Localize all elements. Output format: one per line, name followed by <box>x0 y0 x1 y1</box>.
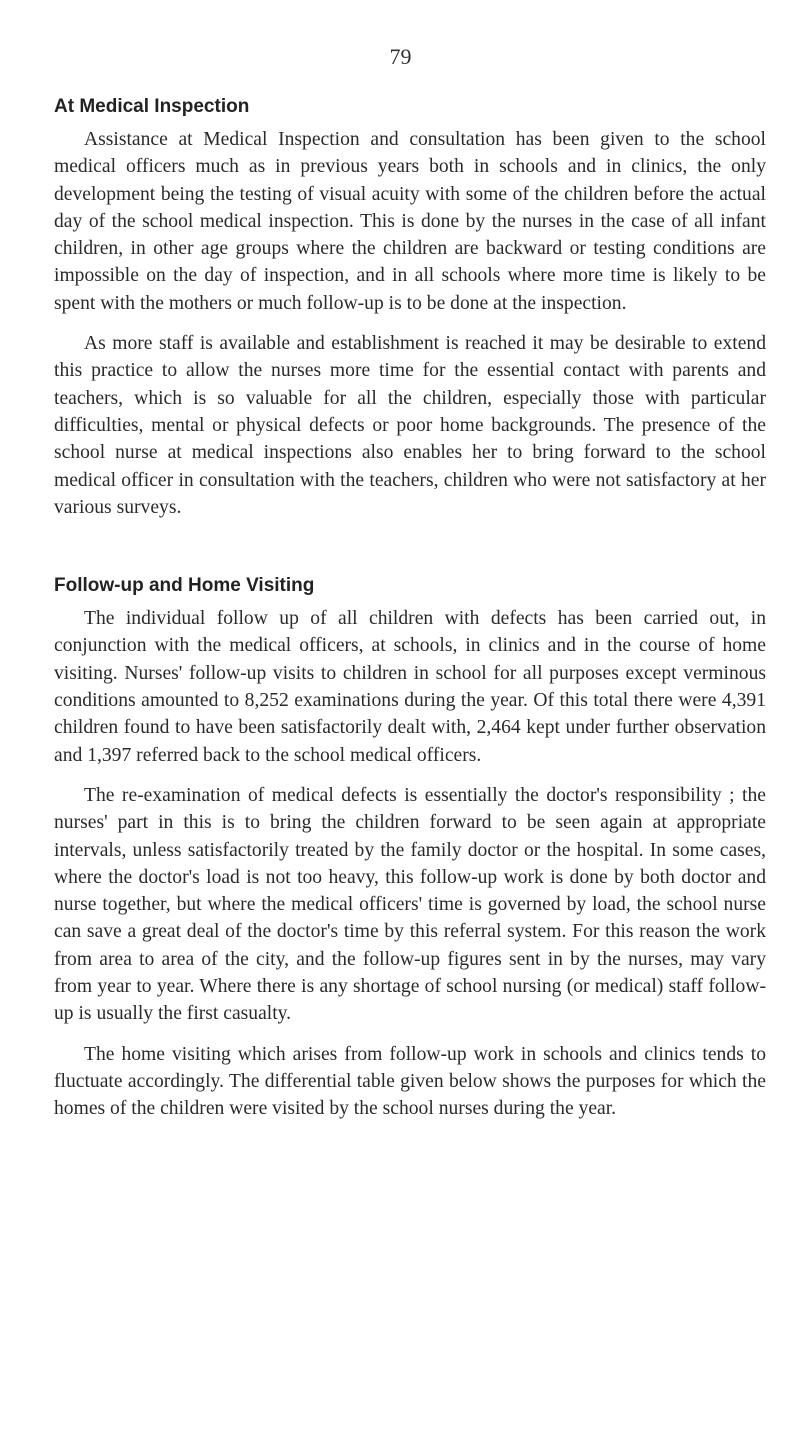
section-medical-inspection <box>54 94 766 521</box>
section-follow-up <box>54 573 766 1122</box>
section-heading: Follow-up and Home Visiting <box>54 575 315 597</box>
paragraph: The home visiting which arises from follow-up work in schools and clinics tends to fluctuate accordingly. The differential table given below shows the purposes for which the homes of the children were visited by the school nurses during the year. <box>54 1043 766 1120</box>
paragraph: The individual follow up of all children with defects has been carried out, in conjunction with the medical officers, at schools, in clinics and in the course of home visiting. Nurses' follow-up visits to children in school for all purposes except verminous conditions amounted to 8,252 examinations during the year. Of this total there were 4,391 children found to have been satisfactorily dealt with, 2,464 kept under further observation and 1,397 referred back to the school medical officers. <box>54 608 766 766</box>
paragraph: As more staff is available and establishment is reached it may be desirable to extend this practice to allow the nurses more time for the essential contact with parents and teachers, which is so valuable for all the children, especially those with particular difficulties, mental or physical defects or poor home backgrounds. The presence of the school nurse at medical inspections also enables her to bring forward to the school medical officer in consultation with the teachers, children who were not satisfactory at her various surveys. <box>54 333 766 518</box>
page-number: 79 <box>389 44 412 69</box>
paragraph: Assistance at Medical Inspection and consultation has been given to the school medical officers much as in previous years both in schools and in clinics, the only development being the testing of visual acuity with some of the children before the actual day of the school medical inspection. This is done by the nurses in the case of all infant children, in other age groups where the children are backward or testing conditions are impossible on the day of inspection, and in all schools where more time is likely to be spent with the mothers or much follow-up is to be done at the inspection. <box>54 129 766 314</box>
paragraph: The re-examination of medical defects is essentially the doctor's responsibility ; the nurses' part in this is to bring the children forward to be seen again at appropriate intervals, unless satisfactorily treated by the family doctor or the hospital. In some cases, where the doctor's load is not too heavy, this follow-up work is done by both doctor and nurse together, but where the medical officers' time is governed by load, the school nurse can save a great deal of the doctor's time by this referral system. For this reason the work from area to area of the city, and the follow-up figures sent in by the nurses, may vary from year to year. Where there is any shortage of school nursing (or medical) staff follow-up is usually the first casualty. <box>54 784 766 1025</box>
section-heading: At Medical Inspection <box>54 96 250 117</box>
page-content <box>54 94 766 1136</box>
